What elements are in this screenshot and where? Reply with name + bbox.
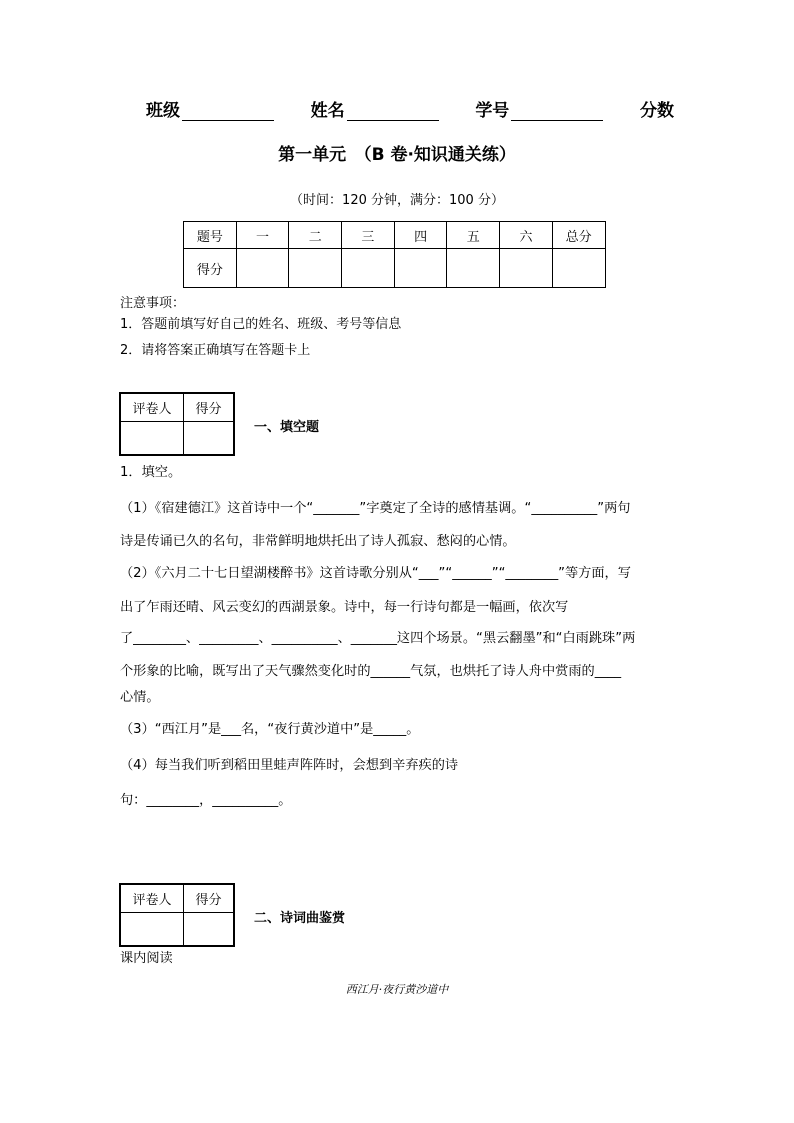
- score-table-header: 六: [500, 222, 553, 249]
- question-line: 个形象的比喻，既写出了天气骤然变化时的______气氛，也烘托了诗人舟中赏雨的____: [120, 664, 622, 679]
- grader-score-label: 得分: [184, 884, 235, 913]
- score-table-header: 三: [342, 222, 395, 249]
- student-id-field: [475, 96, 603, 121]
- question-line: （2）《六月二十七日望湖楼醉书》这首诗歌分别从“___”“______”“________”等方面，写: [120, 566, 631, 581]
- section-title: 二、诗词曲鉴赏: [254, 911, 346, 926]
- question-line: （1）《宿建德江》这首诗中一个“_______”字奠定了全诗的感情基调。“__________”两句: [120, 501, 631, 516]
- score-table-header: 五: [447, 222, 500, 249]
- score-table-header: 题号: [184, 222, 237, 249]
- score-table-header-row: [184, 222, 606, 249]
- question-number: 1．填空。: [120, 465, 182, 480]
- score-table-header: 二: [289, 222, 342, 249]
- student-id-label: 学号: [475, 101, 510, 121]
- question-line: 出了乍雨还晴、风云变幻的西湖景象。诗中，每一行诗句都是一幅画，依次写: [120, 600, 569, 615]
- score-table-header: 总分: [552, 222, 605, 249]
- grader-score-cell[interactable]: [184, 422, 235, 456]
- name-label: 姓名: [310, 101, 345, 121]
- score-cell[interactable]: [236, 249, 289, 288]
- score-cell[interactable]: [289, 249, 342, 288]
- score-table-header: 四: [394, 222, 447, 249]
- class-blank[interactable]: [182, 102, 274, 121]
- grader-score-label: 得分: [184, 393, 235, 422]
- question-line: 句：________，__________。: [120, 793, 292, 808]
- score-cell[interactable]: [552, 249, 605, 288]
- grader-score-cell[interactable]: [184, 913, 235, 947]
- name-blank[interactable]: [347, 102, 439, 121]
- exam-time-note: （时间：120 分钟，满分：100 分）: [290, 193, 504, 208]
- grader-box-section2: [119, 883, 235, 947]
- score-cell[interactable]: [500, 249, 553, 288]
- student-id-blank[interactable]: [511, 102, 603, 121]
- note-item: 1．答题前填写好自己的姓名、班级、考号等信息: [120, 317, 402, 332]
- question-line: （4）每当我们听到稻田里蛙声阵阵时，会想到辛弃疾的诗: [120, 758, 459, 773]
- score-field: [640, 96, 674, 121]
- name-field: [311, 96, 439, 121]
- class-field: [146, 96, 274, 121]
- section-subtitle: 课内阅读: [120, 951, 173, 966]
- note-item: 2．请将答案正确填写在答题卡上: [120, 343, 311, 358]
- score-cell[interactable]: [394, 249, 447, 288]
- page-title: 第一单元 （B 卷·知识通关练）: [278, 145, 516, 165]
- score-table-score-row: [184, 249, 606, 288]
- score-row-label: 得分: [184, 249, 237, 288]
- score-label: 分数: [639, 101, 674, 121]
- score-table: [183, 221, 606, 288]
- grader-box-section1: [119, 392, 235, 456]
- question-line: 诗是传诵已久的名句，非常鲜明地烘托出了诗人孤寂、愁闷的心情。: [120, 534, 516, 549]
- question-line: （3）“西江月”是___名，“夜行黄沙道中”是_____。: [120, 722, 420, 737]
- score-cell[interactable]: [447, 249, 500, 288]
- score-table-header: 一: [236, 222, 289, 249]
- poem-title: 西江月·夜行黄沙道中: [345, 983, 449, 996]
- section-title: 一、填空题: [254, 420, 320, 435]
- header-info-row: [146, 96, 674, 121]
- question-line: 心情。: [120, 690, 160, 705]
- grader-reviewer-cell[interactable]: [120, 422, 184, 456]
- score-cell[interactable]: [342, 249, 395, 288]
- question-line: 了________、_________、__________、_______这四个场景。“黑云翻墨”和“白雨跳珠”两: [120, 631, 636, 646]
- grader-reviewer-label: 评卷人: [120, 393, 184, 422]
- grader-reviewer-cell[interactable]: [120, 913, 184, 947]
- grader-reviewer-label: 评卷人: [120, 884, 184, 913]
- notes-heading: 注意事项：: [120, 296, 186, 311]
- class-label: 班级: [146, 101, 180, 121]
